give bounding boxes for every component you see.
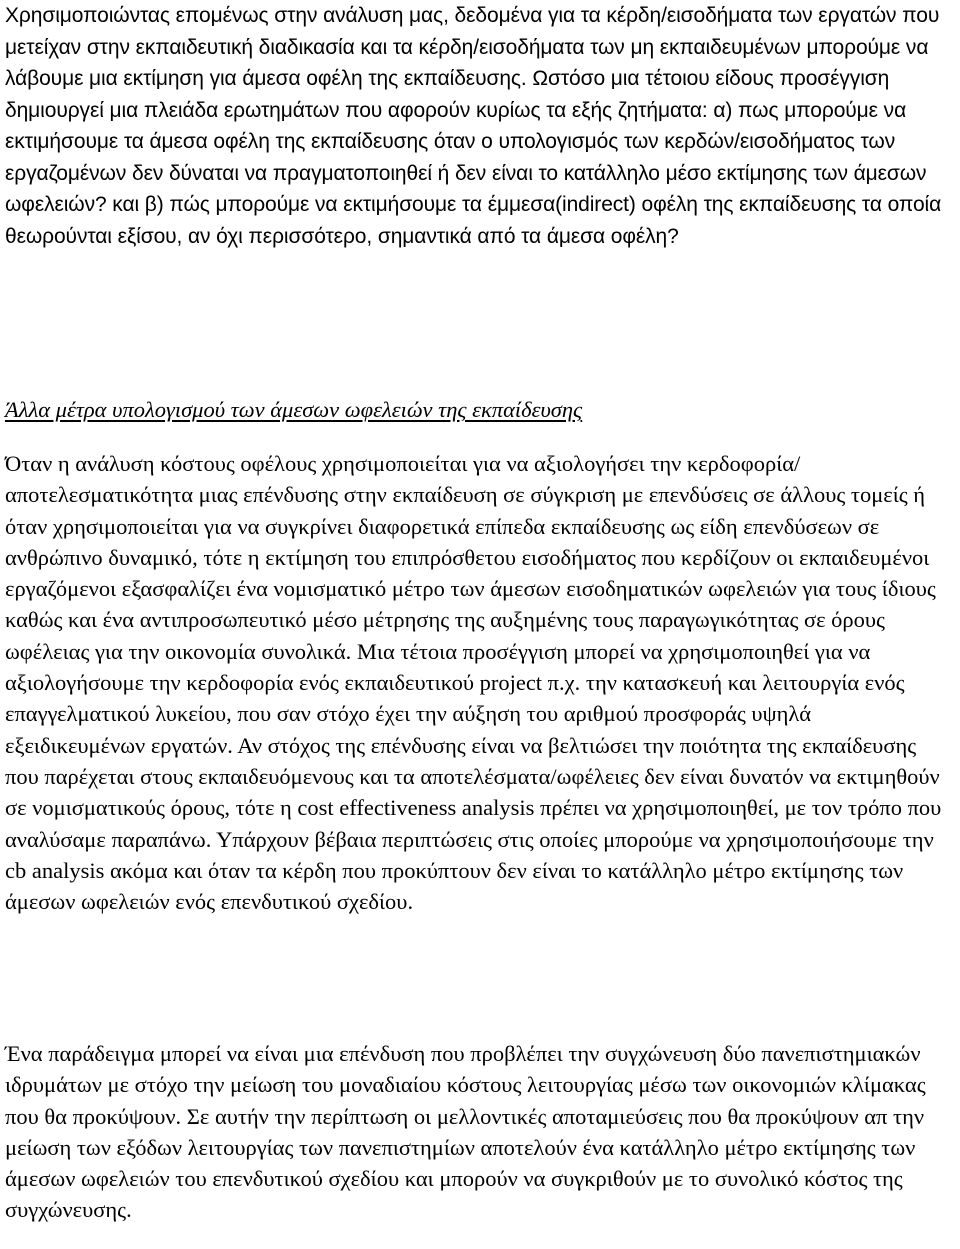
section-heading: Άλλα μέτρα υπολογισμού των άμεσων ωφελειών της εκπαίδευσης [5,397,583,422]
paragraph-cost-benefit-analysis: Όταν η ανάλυση κόστους οφέλους χρησιμοποιείται για να αξιολογήσει την κερδοφορία/αποτελεσματικότητα μιας επένδυσης στην εκπαίδευση σε σύγκριση με επενδύσεις σε άλλους τομείς ή όταν χρησιμοποιείται για να συγκρίνει διαφορετικά επίπεδα εκπαίδευσης ως είδη επενδύσεων σε ανθρώπινο δυναμικό, τότε η εκτίμηση του επιπρόσθετου εισοδήματος που κερδίζουν οι εκπαιδευμένοι εργαζόμενοι εξασφαλίζει ένα νομισματικό μέτρο των άμεσων εισοδηματικών ωφελειών για τους ίδιους καθώς και ένα αντιπροσωπευτικό μέσο μέτρησης της αυξημένης τους παραγωγικότητας σε όρους ωφέλειας για την οικονομία συνολικά. Μια τέτοια προσέγγιση μπορεί να χρησιμοποιηθεί για να αξιολογήσουμε την κερδοφορία ενός εκπαιδευτικού project π.χ. την κατασκευή και λειτουργία ενός επαγγελματικού λυκείου, που σαν στόχο έχει την αύξηση του αριθμού προσφοράς υψηλά εξειδικευμένων εργατών. Αν στόχος της επένδυσης είναι να βελτιώσει την ποιότητα της εκπαίδευσης που παρέχεται στους εκπαιδευόμενους και τα αποτελέσματα/ωφέλειες δεν είναι δυνατόν να εκτιμηθούν σε νομισματικούς όρους, τότε η cost effectiveness analysis πρέπει να χρησιμοποιηθεί, με τον τρόπο που αναλύσαμε παραπάνω. Υπάρχουν βέβαια περιπτώσεις στις οποίες μπορούμε να χρησιμοποιήσουμε την cb analysis ακόμα και όταν τα κέρδη που προκύπτουν δεν είναι το κατάλληλο μέτρο εκτίμησης των άμεσων ωφελειών ενός επενδυτικού σχεδίου. [5,451,942,915]
paragraph-direct-benefits-intro: Χρησιμοποιώντας επομένως στην ανάλυση μας, δεδομένα για τα κέρδη/εισοδήματα των εργατών που μετείχαν στην εκπαιδευτική διαδικασία και τα κέρδη/εισοδήματα των μη εκπαιδευμένων μπορούμε να λάβουμε μια εκτίμηση για άμεσα οφέλη της εκπαίδευσης. Ωστόσο μια τέτοιου είδους προσέγγιση δημιουργεί μια πλειάδα ερωτημάτων που αφορούν κυρίως τα εξής ζητήματα: α) πως μπορούμε να εκτιμήσουμε τα άμεσα οφέλη της εκπαίδευσης όταν ο υπολογισμός των κερδών/εισοδήματος των εργαζομένων δεν δύναται να πραγματοποιηθεί ή δεν είναι το κατάλληλο μέσο εκτίμησης των άμεσων ωφελειών? και β) πώς μπορούμε να εκτιμήσουμε τα έμμεσα(indirect) οφέλη της εκπαίδευσης τα οποία θεωρούνται εξίσου, αν όχι περισσότερο, σημαντικά από τα άμεσα οφέλη? [5,4,942,248]
paragraph-merger-example: Ένα παράδειγμα μπορεί να είναι μια επένδυση που προβλέπει την συγχώνευση δύο πανεπιστημιακών ιδρυμάτων με στόχο την μείωση του μοναδιαίου κόστους λειτουργίας μέσω των οικονομιών κλίμακας που θα προκύψουν. Σε αυτήν την περίπτωση οι μελλοντικές αποταμιεύσεις που θα προκύψουν απ την μείωση των εξόδων λειτουργίας των πανεπιστημίων αποτελούν ένα κατάλληλο μέτρο εκτίμησης των άμεσων ωφελειών του επενδυτικού σχεδίου και μπορούν να συγκριθούν με το συνολικό κόστος της συγχώνευσης. [5,1041,926,1223]
